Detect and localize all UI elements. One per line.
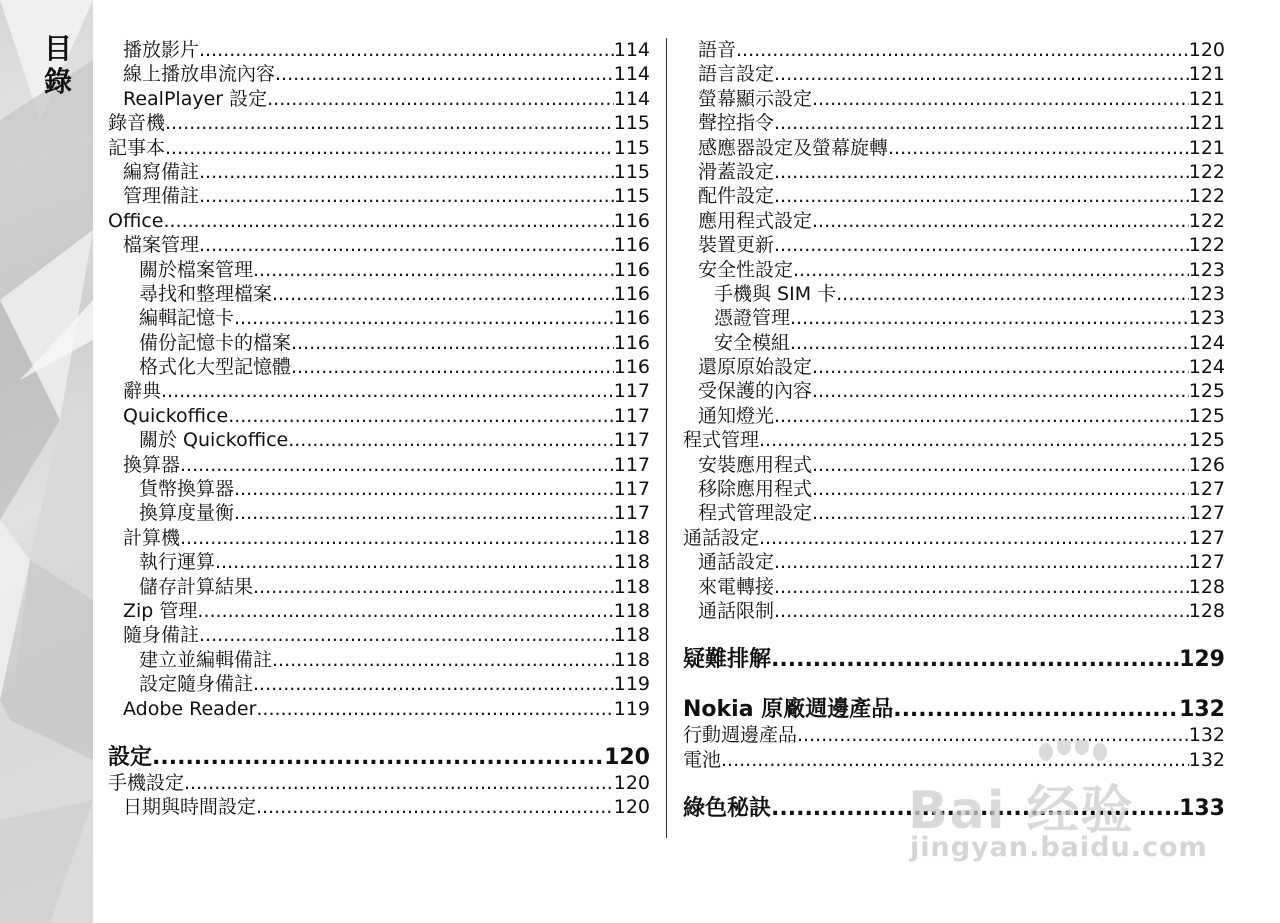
- toc-entry[interactable]: [108, 795, 650, 819]
- toc-page-number: 116: [613, 258, 650, 281]
- toc-entry-title: 辭典: [123, 380, 162, 403]
- toc-leader-dots: [797, 723, 1189, 747]
- toc-leader-dots: [256, 795, 614, 819]
- toc-entry-title: 換算器: [123, 453, 181, 476]
- toc-leader-dots: [199, 160, 614, 184]
- toc-page-number: 122: [1188, 160, 1225, 183]
- toc-entry-title: 電池: [683, 748, 722, 771]
- toc-entry[interactable]: [108, 697, 650, 721]
- toc-page-number: 115: [613, 112, 650, 135]
- toc-entry-title: Quickoffice: [123, 404, 229, 427]
- toc-leader-dots: [199, 38, 614, 62]
- toc-entry-title: 手機設定: [108, 771, 185, 794]
- toc-entry-title: 裝置更新: [698, 234, 775, 257]
- toc-entry-title: 程式管理設定: [698, 502, 813, 525]
- toc-entry[interactable]: [683, 723, 1225, 747]
- toc-leader-dots: [771, 796, 1179, 822]
- toc-leader-dots: [774, 111, 1189, 135]
- toc-entry[interactable]: [108, 599, 650, 623]
- toc-leader-dots: [163, 209, 613, 233]
- toc-entry-title: 線上播放串流內容: [123, 63, 276, 86]
- toc-leader-dots: [774, 160, 1189, 184]
- toc-entry[interactable]: [108, 404, 650, 428]
- toc-entry-title: 受保護的內容: [698, 380, 813, 403]
- toc-entry-title: 換算度量衡: [139, 502, 235, 525]
- toc-page-number: 124: [1188, 331, 1225, 354]
- toc-leader-dots: [197, 599, 613, 623]
- toc-page-number: 121: [1188, 87, 1225, 110]
- toc-entry-title: 執行運算: [139, 551, 216, 574]
- toc-page-number: 118: [613, 599, 650, 622]
- toc-page-number: 127: [1188, 551, 1225, 574]
- toc-entry-title: 錄音機: [108, 112, 166, 135]
- toc-page-number: 123: [1188, 282, 1225, 305]
- toc-entry-title: RealPlayer 設定: [123, 87, 268, 110]
- toc-entry-title: 計算機: [123, 526, 181, 549]
- toc-page-number: 122: [1188, 234, 1225, 257]
- toc-entry[interactable]: [108, 379, 650, 403]
- toc-entry[interactable]: [683, 38, 1225, 62]
- toc-entry[interactable]: [683, 306, 1225, 330]
- toc-page-number: 118: [613, 526, 650, 549]
- toc-page-number: 120: [604, 744, 650, 770]
- toc-entry-title: 編輯記憶卡: [139, 307, 235, 330]
- toc-entry[interactable]: [108, 526, 650, 550]
- toc-page-number: 117: [613, 429, 650, 452]
- toc-leader-dots: [736, 38, 1189, 62]
- toc-page-number: 117: [613, 380, 650, 403]
- toc-leader-dots: [253, 258, 614, 282]
- toc-leader-dots: [180, 453, 614, 477]
- toc-page-number: 114: [613, 87, 650, 110]
- toc-entry-title: 備份記憶卡的檔案: [139, 331, 292, 354]
- toc-leader-dots: [253, 575, 614, 599]
- toc-entry-title: 程式管理: [683, 429, 760, 452]
- toc-entry[interactable]: [683, 184, 1225, 208]
- toc-entry[interactable]: [108, 111, 650, 135]
- toc-page-number: 118: [613, 648, 650, 671]
- side-title: [38, 32, 78, 98]
- toc-entry-title: 關於 Quickoffice: [139, 429, 289, 452]
- toc-leader-dots: [256, 697, 613, 721]
- toc-leader-dots: [267, 87, 614, 111]
- toc-page-number: 125: [1188, 380, 1225, 403]
- toc-entry[interactable]: [108, 453, 650, 477]
- toc-entry[interactable]: [108, 623, 650, 647]
- toc-entry-title: 貨幣換算器: [139, 478, 235, 501]
- toc-entry[interactable]: [683, 87, 1225, 111]
- toc-entry[interactable]: [108, 648, 650, 672]
- geometric-background-pattern: [0, 0, 93, 923]
- toc-leader-dots: [275, 62, 614, 86]
- toc-page-number: 125: [1188, 404, 1225, 427]
- toc-entry[interactable]: [683, 331, 1225, 355]
- toc-entry-title: 關於檔案管理: [139, 258, 254, 281]
- toc-entry-title: 管理備註: [123, 185, 200, 208]
- toc-leader-dots: [790, 306, 1189, 330]
- toc-chapter-entry[interactable]: [683, 796, 1225, 822]
- toc-entry-title: Nokia 原廠週邊產品: [683, 697, 894, 723]
- toc-page-number: 117: [613, 453, 650, 476]
- side-panel: [0, 0, 93, 923]
- toc-page-number: 115: [613, 160, 650, 183]
- toc-leader-dots: [253, 672, 614, 696]
- toc-chapter-entry[interactable]: [683, 697, 1225, 723]
- toc-page-number: 119: [613, 673, 650, 696]
- toc-leader-dots: [812, 209, 1189, 233]
- toc-entry-title: 手機與 SIM 卡: [714, 282, 837, 305]
- side-title-char: 目: [43, 32, 72, 65]
- toc-leader-dots: [790, 331, 1189, 355]
- toc-entry[interactable]: [108, 282, 650, 306]
- toc-page-number: 116: [613, 234, 650, 257]
- toc-page-number: 117: [613, 404, 650, 427]
- toc-entry-title: 憑證管理: [714, 307, 791, 330]
- toc-page-number: 117: [613, 478, 650, 501]
- toc-entry-title: 螢幕顯示設定: [698, 87, 813, 110]
- toc-page-number: 118: [613, 551, 650, 574]
- toc-page-number: 123: [1188, 258, 1225, 281]
- toc-entry-title: 安全模組: [714, 331, 791, 354]
- toc-leader-dots: [199, 184, 614, 208]
- toc-entry-title: 播放影片: [123, 39, 200, 61]
- toc-entry[interactable]: [683, 575, 1225, 599]
- toc-leader-dots: [215, 550, 614, 574]
- toc-entry-title: 配件設定: [698, 185, 775, 208]
- toc-page-number: 132: [1188, 748, 1225, 771]
- toc-entry[interactable]: [108, 38, 650, 62]
- toc-page-number: 127: [1188, 526, 1225, 549]
- toc-leader-dots: [759, 428, 1189, 452]
- toc-entry-title: 安全性設定: [698, 258, 794, 281]
- toc-entry-title: 移除應用程式: [698, 478, 813, 501]
- toc-leader-dots: [199, 623, 614, 647]
- toc-page-number: 127: [1188, 478, 1225, 501]
- toc-page-number: 125: [1188, 429, 1225, 452]
- toc-entry-title: 通知燈光: [698, 404, 775, 427]
- toc-leader-dots: [272, 648, 614, 672]
- toc-entry[interactable]: [683, 282, 1225, 306]
- toc-entry-title: 語音: [698, 39, 737, 61]
- toc-page-number: 115: [613, 136, 650, 159]
- toc-entry[interactable]: [108, 428, 650, 452]
- toc-leader-dots: [165, 111, 614, 135]
- toc-entry[interactable]: [108, 331, 650, 355]
- toc-entry-title: 隨身備註: [123, 624, 200, 647]
- toc-entry-title: 來電轉接: [698, 575, 775, 598]
- toc-page-number: 116: [613, 356, 650, 379]
- toc-leader-dots: [759, 526, 1189, 550]
- toc-leader-dots: [774, 233, 1189, 257]
- toc-page-number: 116: [613, 282, 650, 305]
- toc-leader-dots: [291, 355, 614, 379]
- toc-entry[interactable]: [108, 87, 650, 111]
- toc-entry-title: 儲存計算結果: [139, 575, 254, 598]
- toc-entry[interactable]: [108, 184, 650, 208]
- toc-entry[interactable]: [108, 160, 650, 184]
- toc-page-number: 116: [613, 331, 650, 354]
- toc-page-number: 128: [1188, 599, 1225, 622]
- toc-page-number: 121: [1188, 136, 1225, 159]
- toc-leader-dots: [152, 745, 604, 771]
- toc-left-column: [108, 38, 650, 820]
- toc-entry[interactable]: [683, 428, 1225, 452]
- toc-entry[interactable]: [683, 599, 1225, 623]
- toc-entry-title: 設定: [108, 744, 153, 770]
- toc-entry[interactable]: [683, 453, 1225, 477]
- toc-leader-dots: [812, 87, 1189, 111]
- toc-entry[interactable]: [108, 136, 650, 160]
- toc-entry-title: 通話設定: [683, 526, 760, 549]
- toc-leader-dots: [812, 379, 1189, 403]
- toc-leader-dots: [161, 379, 614, 403]
- toc-entry-title: 設定隨身備註: [139, 673, 254, 696]
- toc-entry-title: 記事本: [108, 136, 166, 159]
- toc-leader-dots: [774, 404, 1189, 428]
- toc-entry-title: 建立並編輯備註: [139, 648, 273, 671]
- toc-entry[interactable]: [683, 160, 1225, 184]
- toc-leader-dots: [228, 404, 614, 428]
- toc-page-number: 128: [1188, 575, 1225, 598]
- toc-leader-dots: [774, 62, 1189, 86]
- toc-entry[interactable]: [683, 748, 1225, 772]
- toc-leader-dots: [812, 501, 1189, 525]
- toc-page-number: 129: [1179, 647, 1225, 673]
- toc-entry-title: 編寫備註: [123, 160, 200, 183]
- toc-page-number: 122: [1188, 209, 1225, 232]
- toc-entry[interactable]: [683, 404, 1225, 428]
- toc-entry-title: 語言設定: [698, 63, 775, 86]
- toc-right-column: [683, 38, 1225, 822]
- toc-entry-title: 通話限制: [698, 599, 775, 622]
- toc-entry[interactable]: [683, 379, 1225, 403]
- toc-leader-dots: [234, 501, 614, 525]
- toc-page-number: 115: [613, 185, 650, 208]
- toc-entry[interactable]: [683, 258, 1225, 282]
- toc-leader-dots: [234, 306, 614, 330]
- toc-entry-title: 聲控指令: [698, 112, 775, 135]
- toc-page-number: 116: [613, 307, 650, 330]
- toc-entry-title: 綠色秘訣: [683, 796, 772, 822]
- toc-entry[interactable]: [108, 233, 650, 257]
- toc-entry[interactable]: [108, 672, 650, 696]
- toc-page-number: 117: [613, 502, 650, 525]
- toc-entry[interactable]: [683, 477, 1225, 501]
- toc-entry-title: 日期與時間設定: [123, 796, 257, 819]
- toc-entry-title: 安裝應用程式: [698, 453, 813, 476]
- toc-entry[interactable]: [683, 136, 1225, 160]
- side-title-char: 錄: [43, 65, 72, 98]
- toc-leader-dots: [812, 355, 1189, 379]
- toc-entry-title: Zip 管理: [123, 599, 198, 622]
- toc-page-number: 118: [613, 624, 650, 647]
- toc-page-number: 132: [1179, 697, 1225, 723]
- toc-entry[interactable]: [108, 550, 650, 574]
- toc-entry[interactable]: [108, 501, 650, 525]
- toc-page-number: 121: [1188, 112, 1225, 135]
- toc-chapter-entry[interactable]: [683, 647, 1225, 673]
- toc-entry[interactable]: [108, 62, 650, 86]
- toc-page-number: 114: [613, 63, 650, 86]
- toc-entry[interactable]: [683, 111, 1225, 135]
- toc-page-number: 123: [1188, 307, 1225, 330]
- toc-entry-title: Adobe Reader: [123, 697, 257, 720]
- toc-page-number: 121: [1188, 63, 1225, 86]
- toc-entry[interactable]: [108, 771, 650, 795]
- toc-leader-dots: [774, 550, 1189, 574]
- toc-page-number: 114: [613, 39, 650, 61]
- toc-entry-title: 應用程式設定: [698, 209, 813, 232]
- toc-entry-title: 行動週邊產品: [683, 724, 798, 747]
- toc-entry-title: 通話設定: [698, 551, 775, 574]
- toc-page-number: 120: [1188, 39, 1225, 61]
- watermark-main: Bai 经验: [908, 781, 1135, 841]
- toc-leader-dots: [165, 136, 614, 160]
- toc-page-number: 126: [1188, 453, 1225, 476]
- toc-entry[interactable]: [108, 306, 650, 330]
- column-divider: [666, 38, 667, 838]
- toc-entry[interactable]: [683, 209, 1225, 233]
- toc-page-number: 119: [613, 697, 650, 720]
- toc-leader-dots: [774, 575, 1189, 599]
- toc-chapter-entry[interactable]: [108, 745, 650, 771]
- toc-leader-dots: [721, 748, 1189, 772]
- toc-page-number: 133: [1179, 796, 1225, 822]
- toc-leader-dots: [793, 258, 1189, 282]
- toc-entry[interactable]: [108, 575, 650, 599]
- toc-entry-title: 還原原始設定: [698, 356, 813, 379]
- toc-leader-dots: [291, 331, 614, 355]
- toc-entry[interactable]: [108, 477, 650, 501]
- toc-page-number: 124: [1188, 356, 1225, 379]
- toc-page-number: 118: [613, 575, 650, 598]
- toc-page-number: 127: [1188, 502, 1225, 525]
- toc-entry-title: 格式化大型記憶體: [139, 356, 292, 379]
- toc-leader-dots: [180, 526, 614, 550]
- toc-page-number: 122: [1188, 185, 1225, 208]
- toc-leader-dots: [774, 599, 1189, 623]
- toc-leader-dots: [288, 428, 614, 452]
- toc-entry-title: 滑蓋設定: [698, 160, 775, 183]
- toc-entry[interactable]: [683, 550, 1225, 574]
- toc-leader-dots: [812, 453, 1189, 477]
- toc-page-number: 132: [1188, 724, 1225, 747]
- toc-entry-title: 尋找和整理檔案: [139, 282, 273, 305]
- toc-leader-dots: [184, 771, 614, 795]
- toc-entry-title: 疑難排解: [683, 647, 772, 673]
- toc-entry[interactable]: [108, 209, 650, 233]
- toc-entry-title: 感應器設定及螢幕旋轉: [698, 136, 889, 159]
- toc-entry[interactable]: [683, 355, 1225, 379]
- toc-entry[interactable]: [108, 258, 650, 282]
- toc-leader-dots: [893, 697, 1179, 723]
- toc-page-number: 120: [613, 771, 650, 794]
- toc-entry[interactable]: [683, 501, 1225, 525]
- toc-page-number: 120: [613, 796, 650, 819]
- toc-entry[interactable]: [683, 526, 1225, 550]
- toc-entry[interactable]: [683, 233, 1225, 257]
- toc-leader-dots: [888, 136, 1189, 160]
- toc-leader-dots: [199, 233, 614, 257]
- toc-entry-title: Office: [108, 209, 164, 232]
- toc-leader-dots: [234, 477, 614, 501]
- toc-entry[interactable]: [683, 62, 1225, 86]
- toc-leader-dots: [272, 282, 614, 306]
- toc-leader-dots: [812, 477, 1189, 501]
- toc-entry[interactable]: [108, 355, 650, 379]
- toc-page-number: 116: [613, 209, 650, 232]
- toc-leader-dots: [774, 184, 1189, 208]
- toc-leader-dots: [836, 282, 1189, 306]
- toc-entry-title: 檔案管理: [123, 234, 200, 257]
- toc-leader-dots: [771, 647, 1179, 673]
- watermark-sub: jingyan.baidu.com: [910, 832, 1208, 863]
